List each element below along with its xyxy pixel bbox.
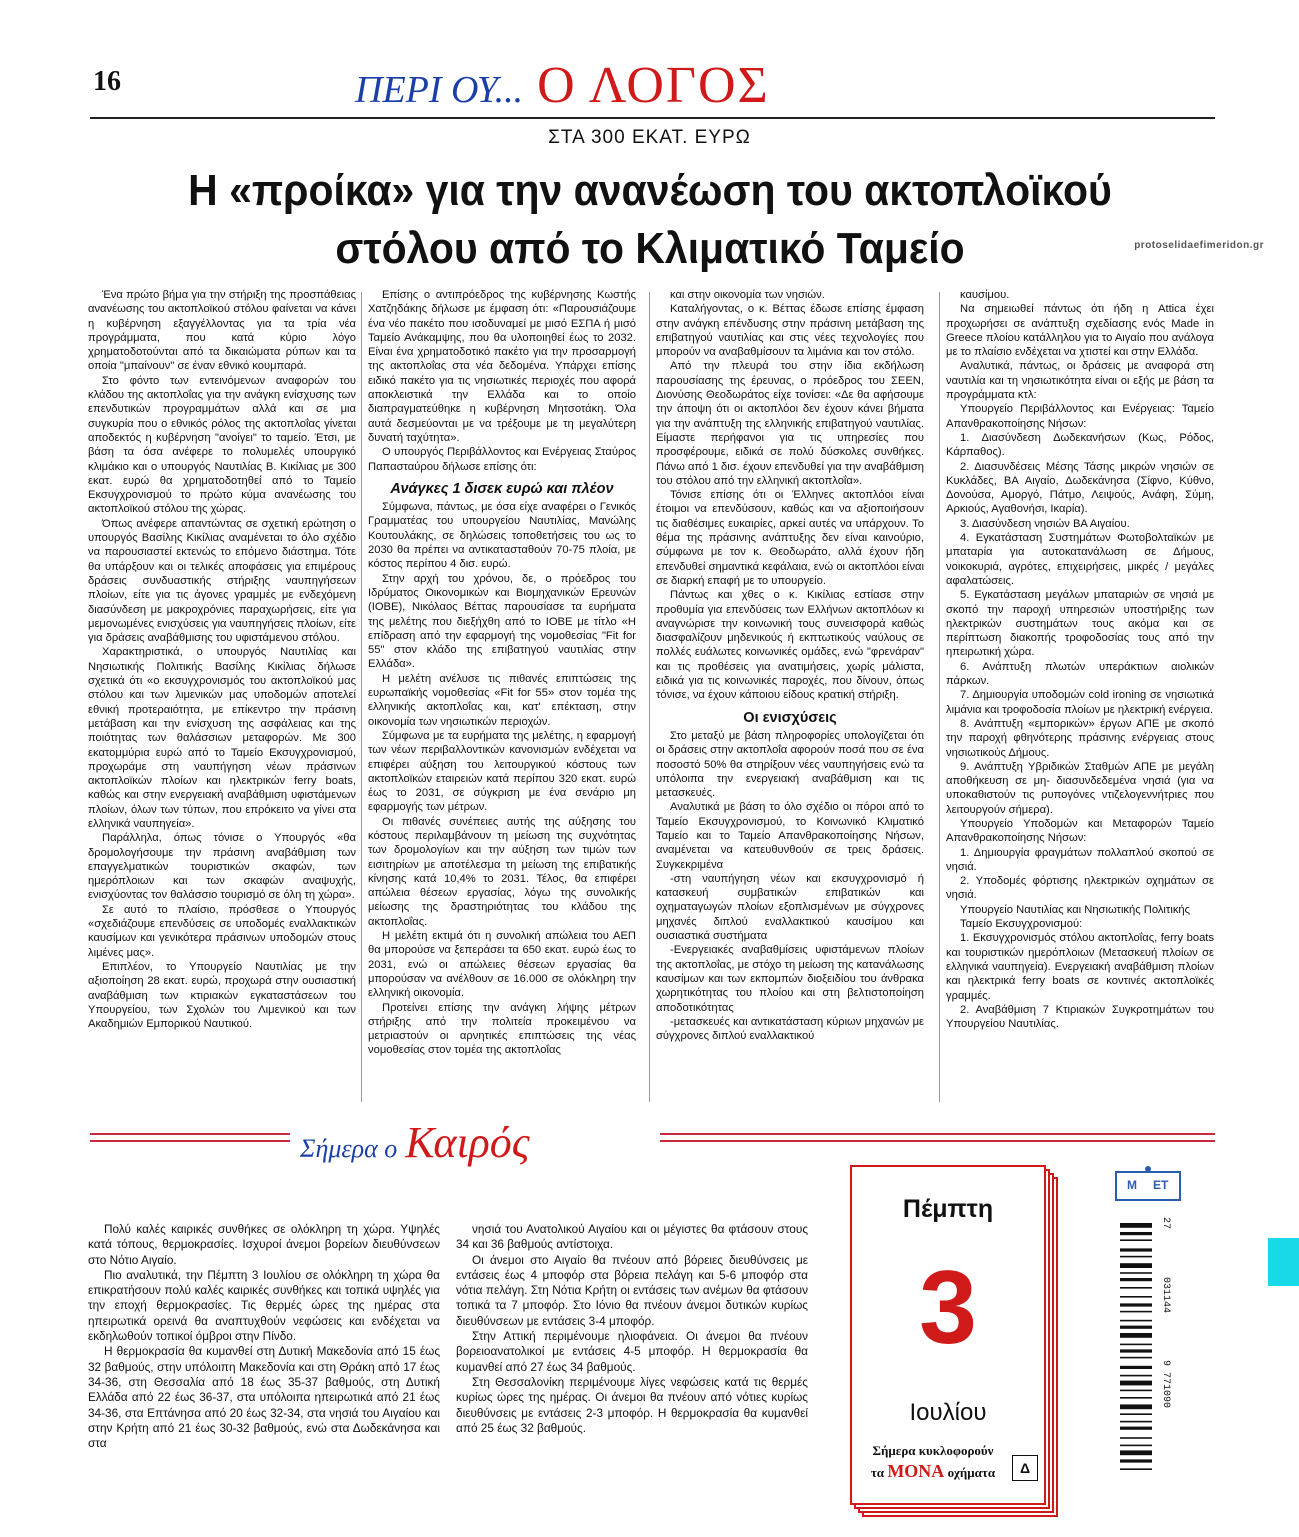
barcode-bar: [1120, 1468, 1152, 1470]
page-number: 16: [93, 66, 121, 97]
weather-title-big: Καιρός: [405, 1118, 530, 1167]
paragraph: Πάντως και χθες ο κ. Κικίλιας εστίασε στην προθυμία για επενδύσεις των Ελλήνων ακτοπλόων κι αναγνώρισε την κοινωνική τους συνεισφορά καθώς διασφαλίζουν μηδενικούς ή εκπτωτικούς ναύλους σε πολλές ευάλωτες κοινωνικές ομάδες, ενώ "φρενάραν" και τις προθέσεις για ανατιμήσεις, χωρίς μάλιστα, ειδικά για τις κοινωνικές παροχές, που δίνουν, όπως τόνισε, να έχουν κάποιου είδους κρατική στήριξη.: [656, 589, 924, 702]
met-logo-right: ΕΤ: [1153, 1178, 1169, 1192]
paragraph: Χαρακτηριστικά, ο υπουργός Ναυτιλίας και Νησιωτικής Πολιτικής Βασίλης Κικίλιας δήλωσε σχετικά ότι «ο εκσυγχρονισμός του ακτοπλοϊκού μας στόλου και των λιμενικών μας υποδομών αποτελεί εθνική προτεραιότητα, με επίκεντρο την πράσινη μετάβαση και την ενίσχυση της ασφάλειας και της ποιότητας των θαλάσσιων μεταφορών. Με 300 εκατομμύρια ευρώ από το Ταμείο Εκσυγχρονισμού, προχωράμε στη ναυπήγηση νέων πράσινων ακτοπλοϊκών πλοίων και ηλεκτρικών ferry boats, καθώς και στην ενεργειακή αναβάθμιση υφιστάμενων πλοίων, όλων των τύπων, που επρόκειτο να γίνει στα ελληνικά ναυπηγεία».: [88, 646, 356, 830]
paragraph: Η μελέτη εκτιμά ότι η συνολική απώλεια του ΑΕΠ θα μπορούσε να ξεπεράσει τα 650 εκατ. ευρώ έως το 2031, ενώ οι απώλειες θέσεων εργασίας θα μπορούσαν να ανέλθουν σε 16.000 σε ολόκληρη την ελληνική οικονομία.: [368, 930, 636, 1000]
calendar-month: Ιουλίου: [909, 1399, 987, 1426]
barcode-bar: [1120, 1272, 1152, 1274]
paragraph: Τόνισε επίσης ότι οι Έλληνες ακτοπλόοι είναι έτοιμοι να επενδύσουν, καθώς και να αξιοποιήσουν τις διαθέσιμες ευκαιρίες, αρκεί αυτές να υπάρχουν. Το θέμα της πράσινης ανάπτυξης δεν είναι καινούριο, σύμφωνα με τον κ. Θεοδωράτο, αλλά έχουν ήδη επενδυθεί σημαντικά κεφάλαια, ενώ οι ακτοπλόοι είναι σε διαρκή επαφή με το υπουργείο.: [656, 489, 924, 587]
barcode-bar: [1120, 1366, 1152, 1369]
weather-title-small: Σήμερα ο: [300, 1134, 398, 1163]
paragraph: Πιο αναλυτικά, την Πέμπτη 3 Ιουλίου σε ολόκληρη τη χώρα θα επικρατήσουν πολύ καλές καιρικές συνθήκες και τοπικά υψηλές για την εποχή θερμοκρασίες. Τις θερμές ώρες της ημέρας στα ηπειρωτικά ορεινά θα αναπτυχθούν νεφώσεις και ενδέχεται να εκδηλωθούν τοπικοί όμβροι στην Πίνδο.: [88, 1267, 440, 1344]
parity-badge: Δ: [1012, 1455, 1038, 1481]
barcode-bar: [1120, 1450, 1152, 1455]
paragraph: Αναλυτικά, πάντως, οι δράσεις με αναφορά στη ναυτιλία και τη νησιωτικότητα είναι οι εξής με βάση τα προγράμματα κτλ:: [946, 360, 1214, 402]
paragraph: 1. Δημιουργία φραγμάτων πολλαπλού σκοπού σε νησιά.: [946, 846, 1214, 873]
barcode-bar: [1120, 1421, 1152, 1423]
barcode-bar: [1120, 1349, 1152, 1352]
paragraph: Οι άνεμοι στο Αιγαίο θα πνέουν από βόρειες διευθύνσεις με εντάσεις έως 4 μποφόρ στα βόρεια πελάγη και 5-6 μποφόρ στα νότια πελάγη. Στη Νότια Κρήτη οι εντάσεις των ανέμων θα φτάσουν τοπικά τα 7 μποφόρ. Στο Ιόνιο θα πνέουν άνεμοι δυτικών κυρίως διευθύνσεων με εντάσεις 3-4 μποφόρ.: [456, 1252, 808, 1328]
calendar: [850, 1165, 1062, 1520]
paragraph: 5. Εγκατάσταση μεγάλων μπαταριών σε νησιά με σκοπό την παροχή υπηρεσιών υποστήριξης των ηλεκτρικών συστημάτων τους ακόμα και σε περίπτωση διακοπής τροφοδοσίας τους από την ηπειρωτική χώρα.: [946, 589, 1214, 659]
paragraph: Επίσης ο αντιπρόεδρος της κυβέρνησης Κωστής Χατζηδάκης δήλωσε με έμφαση ότι: «Παρουσιάζουμε ένα νέο πακέτο που ισοδυναμεί με μισό ΕΣΠΑ ή μισό Ταμείο Ανάκαμψης, που θα υλοποιηθεί έως το 2032. Είναι ένα χρηματοδοτικό πακέτο για την προσαρμογή της ακτοπλοΐας στα νέα δεδομένα. Υπάρχει επίσης ειδικό πακέτο για τις νησιωτικές περιοχές που αφορά αποκλειστικά την Ελλάδα και το οποίο διαπραγματεύθηκε η κυβέρνηση Μητσοτάκη. Όλα αυτά δεσμεύονται με να τρέξουμε με τη μεγαλύτερη δυνατή ταχύτητα».: [368, 289, 636, 444]
source-watermark: protoselidaefimeridon.gr: [1134, 240, 1264, 251]
barcode-digits-a: 9 771090: [1160, 1360, 1171, 1409]
paragraph: νησιά του Ανατολικού Αιγαίου και οι μέγιστες θα φτάσουν στους 34 και 36 βαθμούς αντίστοιχα.: [456, 1222, 808, 1252]
barcode-bar: [1120, 1303, 1152, 1306]
traffic-notice-line-2: [858, 1461, 1008, 1483]
paragraph: Στη Θεσσαλονίκη περιμένουμε λίγες νεφώσεις κατά τις θερμές κυρίως ώρες της ημέρας. Οι άνεμοι θα πνέουν από νότιες κυρίως διευθύνσεις με εντάσεις 2-3 μποφόρ. Η θερμοκρασία θα κυμανθεί από 25 έως 32 βαθμούς.: [456, 1374, 808, 1435]
traffic-notice-post: οχήματα: [947, 1465, 996, 1480]
paragraph: 1. Εκσυγχρονισμός στόλου ακτοπλοΐας, ferry boats και τουριστικών ημερόπλοιων (Μετασκευή πλοίων σε ελληνικά ναυπηγεία). Ενεργειακή αναβάθμιση πλοίων και ηλεκτρικά ferry boats σε κοντινές ακτοπλοϊκές γραμμές.: [946, 932, 1214, 1002]
barcode-bar: [1120, 1344, 1152, 1346]
column-divider: [649, 292, 650, 1102]
barcode-bar: [1120, 1287, 1152, 1289]
barcode-bar: [1120, 1326, 1152, 1329]
paragraph: Ταμείο Εκσυγχρονισμού:: [960, 918, 1083, 931]
paragraph: Υπουργείο Ναυτιλίας και Νησιωτικής Πολιτικής: [960, 903, 1191, 916]
paragraph: Από την πλευρά του στην ίδια εκδήλωση παρουσίασης της έρευνας, ο πρόεδρος του ΣΕΕΝ, Διονύσης Θεοδωράτος είχε τονίσει: «Δε θα αφήσουμε την άποψη ότι οι ακτοπλόοι δεν έχουν κάνει βήματα για την ανάπτυξη της ελληνικής επιβατηγού ναυτιλίας. Είμαστε περήφανοι για τις υπηρεσίες που προσφέρουμε, ειδικά σε πολύ δύσκολες συνθήκες. Πάνω από 1 δισ. έχουν επενδυθεί για την αναβάθμιση του στόλου από την ελληνική ακτοπλοΐα».: [656, 360, 924, 487]
calendar-date: 3: [919, 1250, 977, 1366]
paragraph: Σε αυτό το πλαίσιο, πρόσθεσε ο Υπουργός «σχεδιάζουμε επενδύσεις σε υποδομές εναλλακτικών καυσίμων και γενικότερα πράσινων υποδομών στους λιμένες μας».: [88, 903, 356, 959]
page-edge-tab: [1268, 1238, 1299, 1286]
paragraph: Στο μεταξύ με βάση πληροφορίες υπολογίζεται ότι οι δράσεις στην ακτοπλοΐα αφορούν ποσά που σε ένα ποσοστό 50% θα στηρίξουν νέες ναυπηγήσεις ενώ τα υπόλοιπα την ενεργειακή αναβάθμιση και τις μετασκευές.: [656, 729, 924, 800]
paragraph: 2. Υποδομές φόρτισης ηλεκτρικών οχημάτων σε νησιά.: [946, 875, 1214, 902]
paragraph: Στην Αττική περιμένουμε ηλιοφάνεια. Οι άνεμοι θα πνέουν βορειοανατολικοί με εντάσεις 4-5 μποφόρ. Η θερμοκρασία θα κυμανθεί από 27 έως 34 βαθμούς.: [456, 1329, 808, 1374]
section-header: [355, 56, 955, 115]
article-column-3: [656, 288, 924, 1108]
paragraph: 4. Εγκατάσταση Συστημάτων Φωτοβολταϊκών με μπαταρία για αυτοκατανάλωση σε Δήμους, νοικοκυριά, αγρότες, επιχειρήσεις, μικρές / μεγάλες αφαλατώσεις.: [946, 532, 1214, 587]
paragraph: 1. Διασύνδεση Δωδεκανήσων (Κως, Ρόδος, Κάρπαθος).: [946, 431, 1214, 459]
paragraph: -στη ναυπήγηση νέων και εκσυγχρονισμό ή κατασκευή συμβατικών επιβατικών και οχηματαγωγών πλοίων εξοπλισμένων με σύγχρονες μηχανές διπλού εναλλακτικού καυσίμου και ουσιαστικά συστήματα: [656, 872, 924, 943]
paragraph: Υπουργείο Περιβάλλοντος και Ενέργειας: Ταμείο Απανθρακοποίησης Νήσων:: [946, 403, 1214, 430]
traffic-notice-mona: ΜΟΝΑ: [887, 1461, 945, 1481]
barcode-bar: [1120, 1296, 1152, 1298]
barcode-bar: [1120, 1445, 1152, 1447]
article-column-1: [88, 288, 356, 1108]
paragraph: 2. Αναβάθμιση 7 Κτιριακών Συγκροτημάτων του Υπουργείου Ναυτιλίας.: [946, 1003, 1214, 1031]
traffic-notice-line-1: Σήμερα κυκλοφορούν: [872, 1443, 994, 1458]
paragraph: 7. Δημιουργία υποδομών cold ironing σε νησιωτικά λιμάνια και τροφοδοσία πλοίων με ηλεκτρική ενέργεια.: [946, 689, 1214, 716]
barcode-bar: [1120, 1239, 1152, 1241]
paragraph: Η μελέτη ανέλυσε τις πιθανές επιπτώσεις της ευρωπαϊκής νομοθεσίας «Fit for 55» στον τομέα της ελληνικής ακτοπλοΐας και, κατ' επέκταση, στην οικονομία των νησιωτικών περιοχών.: [368, 672, 636, 728]
barcode-digits-b: 031144: [1160, 1277, 1171, 1314]
paragraph: -μετασκευές και αντικατάσταση κύριων μηχανών με σύγχρονες διπλού εναλλακτικού: [656, 1015, 924, 1043]
paragraph: Επιπλέον, το Υπουργείο Ναυτιλίας με την αξιοποίηση 28 εκατ. ευρώ, προχωρά στην ουσιαστική αναβάθμιση των κτιριακών εγκαταστάσεων του Υπουργείου, των Σχολών του Λιμενικού και των Ακαδημιών Εμπορικού Ναυτικού.: [88, 960, 356, 1031]
paragraph: και στην οικονομία των νησιών.: [670, 289, 825, 301]
headline-line-1: Η «προίκα» για την ανανέωση του ακτοπλοϊκού: [188, 166, 1112, 215]
paragraph: Όπως ανέφερε απαντώντας σε σχετική ερώτηση ο υπουργός Βασίλης Κικίλιας αναμένεται το όλο σχέδιο να παρουσιαστεί εκτενώς το επόμενο διάστημα. Τότε θα υπάρξουν και οι τελικές αποφάσεις για επιμέρους δράσεις συνδυαστικής στήριξης ναυπηγήσεων πλοίων, είτε για τις άγονες γραμμές με ενδεχόμενη διασύνδεση με μακροχρόνιες παραχωρήσεις, είτε για μεμονωμένες ενισχύσεις για ναυπηγήσεις πλοίων, είτε για δράσεις αναβάθμισης του υφιστάμενου στόλου.: [88, 517, 356, 645]
paragraph: 2. Διασυνδέσεις Μέσης Τάσης μικρών νησιών σε Κυκλάδες, ΒΑ Αιγαίο, Δωδεκάνησα (Σίφνο, Κύθνο, Δονούσα, Αμοργό, Πάτμο, Λειψούς, Ανάφη, Σύμη, Αρκιούς, Αγαθονήσι, Ικαρία).: [946, 460, 1214, 516]
weather-rule: [660, 1140, 1215, 1142]
article-column-2: [368, 288, 636, 1108]
paragraph: Στην αρχή του χρόνου, δε, ο πρόεδρος του Ιδρύματος Οικονομικών και Βιομηχανικών Ερευνών (ΙΟΒΕ), Νικόλαος Βέττας παρουσίασε τα ευρήματα της μελέτης που διεξήχθη από το ΙΟΒΕ με τίτλο «Η επίδραση από την εφαρμογή της νομοθεσίας "Fit for 55" στον κλάδο της επιβατηγού ναυτιλίας στην Ελλάδα».: [368, 572, 636, 671]
paragraph: Προτείνει επίσης την ανάγκη λήψης μέτρων στήριξης από την πολιτεία προκειμένου να μετριαστούν οι αρνητικές επιπτώσεις της νέας νομοθεσίας στον τομέα της ακτοπλοΐας: [368, 1001, 636, 1057]
weather-rule: [90, 1133, 290, 1135]
barcode-bar: [1120, 1320, 1152, 1322]
weather-column-1: [88, 1222, 440, 1532]
traffic-notice-pre: τα: [870, 1465, 885, 1480]
barcode-digits: [1155, 1215, 1173, 1525]
barcode-bar: [1120, 1381, 1152, 1386]
barcode-bar: [1120, 1427, 1152, 1430]
barcode-bar: [1120, 1333, 1152, 1338]
barcode-bar: [1120, 1256, 1152, 1258]
subheading-subsidies: Οι ενισχύσεις: [743, 709, 837, 726]
paragraph: Παράλληλα, όπως τόνισε ο Υπουργός «θα δρομολογήσουμε την πράσινη αναβάθμιση των επαγγελματικών τουριστικών σκαφών, των ημερόπλοιων και των σκαφών αναψυχής, ενισχύοντας τον θαλάσσιο τουρισμό σε όλη τη χώρα».: [88, 832, 356, 902]
paragraph: 6. Ανάπτυξη πλωτών υπεράκτιων αιολικών πάρκων.: [946, 660, 1214, 688]
article-headline: [120, 162, 1180, 278]
barcode-bar: [1120, 1248, 1152, 1251]
barcode-bar: [1120, 1311, 1152, 1313]
paragraph: Καταλήγοντας, ο κ. Βέττας έδωσε επίσης έμφαση στην ανάγκη επένδυσης στην πράσινη μετάβαση της επιβατηγού ναυτιλίας και στις νέες τεχνολογίες που μπορούν να αναβαθμίσουν τα λιμάνια και τον στόλο.: [656, 303, 924, 359]
barcode-issue: 27: [1160, 1217, 1171, 1230]
headline-line-2: στόλου από το Κλιματικό Ταμείο: [335, 224, 965, 273]
paragraph: Αναλυτικά με βάση το όλο σχέδιο οι πόροι από το Ταμείο Εκσυγχρονισμού, το Κοινωνικό Κλιματικό Ταμείο και το Ταμείο Απανθρακοποίησης Νήσων, αναμένεται να κατευθυνθούν σε τρεις δράσεις. Συγκεκριμένα: [656, 801, 924, 871]
calendar-page: [850, 1165, 1046, 1505]
barcode-bar: [1120, 1232, 1152, 1235]
paragraph: Οι πιθανές συνέπειες αυτής της αύξησης του κόστους περιλαμβάνουν τη μείωση της συχνότητας των δρομολογίων και την αύξηση των τιμών των εισιτηρίων με αποτέλεσμα τη μείωση της επιβατικής κίνησης κατά 10,4% το 2031. Τέλος, θα επιφέρει απώλεια θέσεων εργασίας, λόγω της συνολικής μείωσης της δραστηριότητας του κλάδου της ακτοπλοΐας.: [368, 815, 636, 928]
barcode-bar: [1120, 1375, 1152, 1377]
paragraph: -Ενεργειακές αναβαθμίσεις υφιστάμενων πλοίων της ακτοπλοΐας, με στόχο τη μείωση της κατανάλωσης καυσίμων και των εκπομπών διοξειδίου του άνθρακα χωρητικότητας του πλοίου και στη βελτιστοποίηση αποδοτικότητας: [656, 944, 924, 1014]
column-divider: [939, 292, 940, 1102]
paragraph: Υπουργείο Υποδομών και Μεταφορών Ταμείο Απανθρακοποίησης Νήσων:: [946, 817, 1214, 845]
article-column-4: [946, 288, 1214, 1108]
paragraph: Στο φόντο των εντεινόμενων αναφορών του κλάδου της ακτοπλοΐας για την ανάγκη ενίσχυσης των επενδυτικών προγραμμάτων αλλά και σε μια συγκυρία που ο εθνικός ρόλος της ακτοπλοΐας γίνεται αποδεκτός η κυβέρνηση "ανοίγει" το ταμείο. Έτσι, με βάση τα όσα ανέφερε το πολυμελές υπουργικό κλιμάκιο και ο υπουργός Ναυτιλίας Β. Κικίλιας με 300 εκατ. ευρώ θα χρηματοδοτηθεί από το Ταμείο Εκσυγχρονισμού το πρώτο κύμα ανανέωσης του ακτοπλοϊκού στόλου της χώρας.: [88, 374, 356, 516]
paragraph: 3. Διασύνδεση νησιών ΒΑ Αιγαίου.: [960, 517, 1130, 530]
met-logo-left: Μ: [1127, 1178, 1137, 1192]
header-rule: [90, 117, 1215, 119]
paragraph: Ο υπουργός Περιβάλλοντος και Ενέργειας Σταύρος Παπασταύρου δήλωσε επίσης ότι:: [368, 446, 636, 473]
paragraph: 8. Ανάπτυξη «εμπορικών» έργων ΑΠΕ με σκοπό την παροχή φθηνότερης πράσινης ενέργειας στους νησιωτικούς Δήμους.: [946, 717, 1214, 759]
barcode-bar: [1120, 1263, 1152, 1268]
traffic-notice: [858, 1441, 1008, 1483]
calendar-day: Πέμπτη: [902, 1195, 994, 1223]
barcode-bar: [1120, 1459, 1152, 1462]
section-header-left: ΠΕΡΙ ΟΥ...: [355, 69, 524, 111]
paragraph: 9. Ανάπτυξη Υβριδικών Σταθμών ΑΠΕ με μεγάλη αποθήκευση σε μη- διασυνδεδεμένα νησιά (για να υποκαθιστούν τις ρυπογόνες ντιζελογεννήτριες που λειτουργούν σήμερα).: [946, 760, 1214, 816]
weather-rule: [660, 1133, 1215, 1135]
weather-title: [300, 1117, 530, 1168]
barcode-bar: [1120, 1404, 1152, 1409]
paragraph: Η θερμοκρασία θα κυμανθεί στη Δυτική Μακεδονία από 15 έως 32 βαθμούς, στην υπόλοιπη Μακεδονία και στη Θράκη από 17 έως 34-36, στη Θεσσαλία από 18 έως 35-37 βαθμούς, στη Δυτική Ελλάδα από 22 έως 36-37, στα υπόλοιπα ηπειρωτικά από 21 έως 34-36, στα Επτάνησα από 20 έως 32-34, στα νησιά του Αιγαίου και στην Κρήτη από 21 έως 30-32 βαθμούς, ενώ στα Δωδεκάνησα και στα: [88, 1344, 440, 1451]
barcode-bar: [1120, 1223, 1152, 1228]
paragraph: Να σημειωθεί πάντως ότι ήδη η Attica έχει προχωρήσει σε ανάπτυξη σχεδίασης ενός Made in Greece πλοίου κατάλληλου για το Αιγαίο που ανάλογα με το πλαίσιο ενδέχεται να χτιστεί και στην Ελλάδα.: [946, 303, 1214, 359]
barcode-bar: [1120, 1357, 1152, 1359]
weather-column-2: [456, 1222, 808, 1532]
met-logo: [1115, 1171, 1181, 1201]
subheading-needs: Ανάγκες 1 δισεκ ευρώ και πλέον: [390, 480, 614, 497]
paragraph: Πολύ καλές καιρικές συνθήκες σε ολόκληρη τη χώρα. Υψηλές κατά τόπους, θερμοκρασίες. Ισχυροί άνεμοι βορείων διευθύνσεων στο Νότιο Αιγαίο.: [88, 1222, 440, 1267]
barcode-bar: [1120, 1390, 1152, 1392]
section-header-right: Ο ΛΟΓΟΣ: [537, 57, 770, 114]
barcode-bar: [1120, 1278, 1152, 1281]
barcode-bar: [1120, 1437, 1152, 1439]
article-kicker: ΣΤΑ 300 ΕΚΑΤ. ΕΥΡΩ: [548, 127, 751, 148]
barcode-bar: [1120, 1397, 1152, 1399]
column-divider: [361, 292, 362, 1102]
paragraph: Σύμφωνα με τα ευρήματα της μελέτης, η εφαρμογή των νέων περιβαλλοντικών κανονισμών ενδέχεται να επιφέρει αύξηση του λειτουργικού κόστους των ακτοπλοϊκών εταιρειών κατά περίπου 320 εκατ. ευρώ έως το 2031, σε σύγκριση με ένα σενάριο μη εφαρμογής των μέτρων.: [368, 729, 636, 814]
paragraph: Ένα πρώτο βήμα για την στήριξη της προσπάθειας ανανέωσης του ακτοπλοϊκού στόλου φαίνεται να κάνει η κυβέρνηση εξαγγέλλοντας για τα τρία νέα προγράμματα, που κατά κύριο λόγο χρηματοδοτούνται από τα δικαιώματα ρύπων και τα οποία "μπαίνουν" σε έναν εθνικό κουμπαρά.: [88, 289, 356, 373]
paragraph: καυσίμου.: [960, 289, 1010, 301]
paragraph: Σύμφωνα, πάντως, με όσα είχε αναφέρει ο Γενικός Γραμματέας του υπουργείου Ναυτιλίας, Μανώλης Κουτουλάκης, σε δηλώσεις τοποθετήσεις του ως το 2030 θα πρέπει να αντικατασταθούν 70-75 πλοία, με κόστος περίπου 4 δισ. ευρώ.: [368, 501, 636, 571]
barcode-bar: [1120, 1413, 1152, 1415]
weather-rule: [90, 1140, 290, 1142]
